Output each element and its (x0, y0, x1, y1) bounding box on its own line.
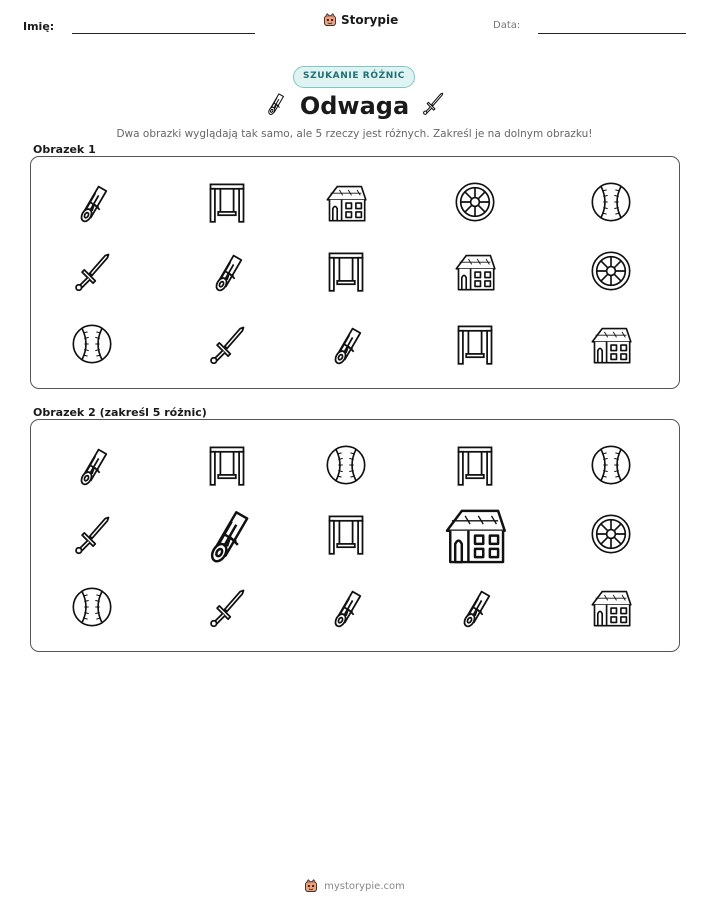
baseball-icon[interactable] (589, 443, 633, 487)
baseball-icon[interactable] (70, 585, 114, 629)
scroll-icon[interactable] (453, 585, 497, 629)
sword-icon (420, 90, 446, 116)
picture2-panel[interactable] (30, 419, 680, 652)
baseball-icon (70, 322, 114, 366)
scroll-icon[interactable] (196, 503, 258, 565)
shield-icon[interactable] (589, 512, 633, 556)
date-line[interactable] (538, 33, 686, 34)
scroll-icon (324, 322, 368, 366)
swing-icon[interactable] (205, 443, 249, 487)
sword-icon (205, 322, 249, 366)
picture1-panel (30, 156, 680, 389)
date-label: Data: (493, 20, 521, 31)
brand-logo (323, 13, 398, 27)
name-line[interactable] (72, 33, 255, 34)
storypie-logo-icon (304, 879, 318, 893)
brand-name: Storypie (341, 13, 399, 27)
activity-badge: SZUKANIE RÓŻNIC (293, 66, 415, 88)
swing-icon (453, 322, 497, 366)
swing-icon[interactable] (324, 512, 368, 556)
swing-icon (205, 180, 249, 224)
sword-icon[interactable] (205, 585, 249, 629)
page-title: Odwaga (299, 92, 410, 120)
name-label: Imię: (23, 20, 55, 33)
scroll-icon (70, 180, 114, 224)
swing-icon[interactable] (453, 443, 497, 487)
shield-icon (453, 180, 497, 224)
house-icon (589, 322, 633, 366)
picture2-label: Obrazek 2 (zakreśl 5 różnic) (33, 406, 207, 419)
sword-icon[interactable] (70, 512, 114, 556)
scroll-icon (205, 249, 249, 293)
house-icon (453, 249, 497, 293)
baseball-icon (589, 180, 633, 224)
house-icon[interactable] (589, 585, 633, 629)
footer (0, 879, 709, 893)
storypie-logo-icon (323, 13, 337, 27)
house-icon (324, 180, 368, 224)
footer-url: mystorypie.com (324, 880, 405, 892)
shield-icon (589, 249, 633, 293)
baseball-icon[interactable] (324, 443, 368, 487)
picture1-label: Obrazek 1 (33, 143, 96, 156)
scroll-icon[interactable] (324, 585, 368, 629)
swing-icon (324, 249, 368, 293)
scroll-icon[interactable] (70, 443, 114, 487)
instructions: Dwa obrazki wyglądają tak samo, ale 5 rzeczy jest różnych. Zakreśl je na dolnym obrazku! (116, 128, 593, 140)
house-icon[interactable] (442, 501, 508, 567)
sword-icon (70, 249, 114, 293)
